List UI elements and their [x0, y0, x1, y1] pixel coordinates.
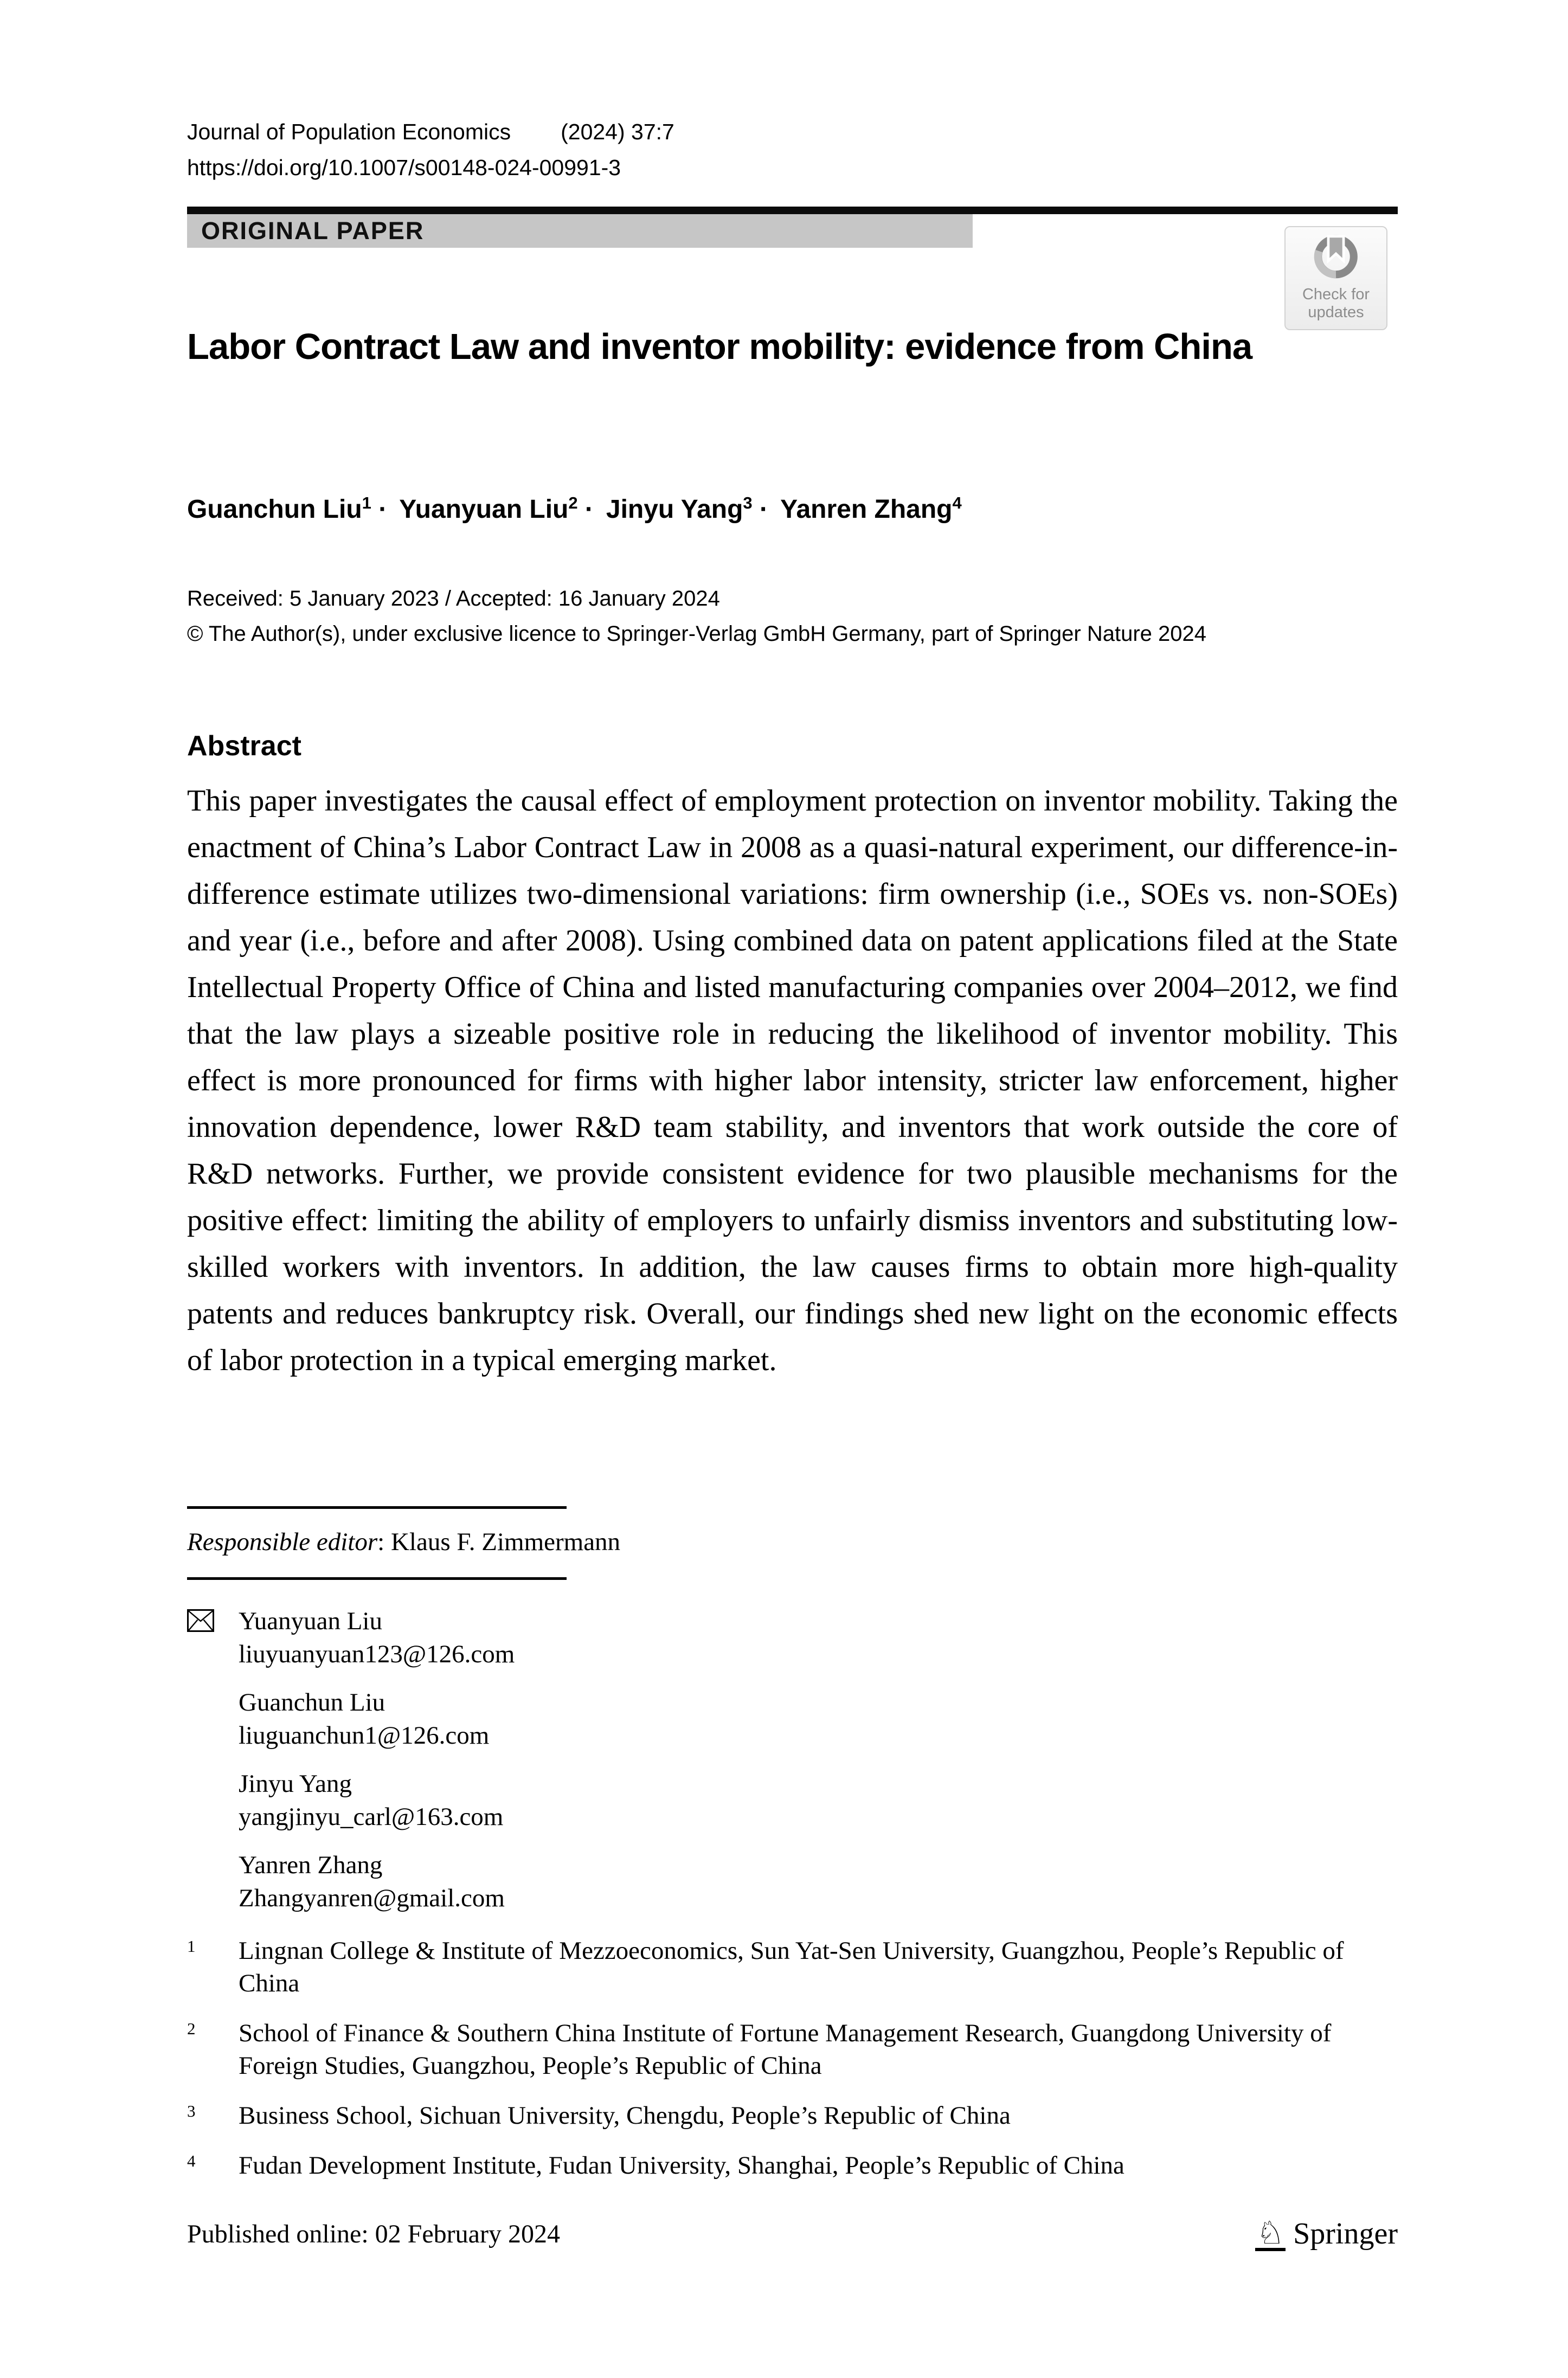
affiliation-4-number: 4 — [187, 2151, 196, 2170]
bookmark-icon — [1328, 236, 1344, 261]
icon-spacer — [187, 1686, 239, 1752]
correspondence-entry-4 — [187, 1849, 1398, 1915]
page-title: Labor Contract Law and inventor mobility: evidence from China — [187, 326, 1252, 367]
author-2-affmark: 2 — [568, 493, 578, 512]
contact-email[interactable]: Zhangyanren@gmail.com — [239, 1884, 505, 1912]
affiliation-2 — [187, 2017, 1398, 2082]
update-ring-icon — [1309, 230, 1363, 285]
correspondence-entry-3 — [187, 1768, 1398, 1834]
contact-email[interactable]: liuguanchun1@126.com — [239, 1721, 490, 1750]
authors-line — [187, 487, 962, 526]
received-accepted-line: Received: 5 January 2023 / Accepted: 16 January 2024 — [187, 587, 720, 610]
author-1-name: Guanchun Liu — [187, 495, 362, 524]
page-footer — [187, 2216, 1398, 2251]
contact-name: Guanchun Liu — [239, 1688, 385, 1717]
author-3-name: Jinyu Yang — [606, 495, 743, 524]
section-label-bar — [187, 214, 973, 248]
author-1 — [187, 495, 393, 524]
footnote-rule-top — [187, 1506, 567, 1509]
affiliation-3-text: Business School, Sichuan University, Chengdu, People’s Republic of China — [239, 2101, 1011, 2130]
published-online: Published online: 02 February 2024 — [187, 2219, 560, 2248]
contact-name: Jinyu Yang — [239, 1770, 352, 1798]
affiliation-3 — [187, 2099, 1398, 2132]
correspondence-list — [187, 1605, 1398, 1915]
affiliation-1 — [187, 1934, 1398, 2000]
badge-caption-line1: Check for — [1302, 286, 1370, 303]
author-1-affmark: 1 — [362, 493, 371, 512]
doi-line — [187, 150, 674, 185]
contact-email[interactable]: liuyuanyuan123@126.com — [239, 1640, 515, 1668]
author-3 — [606, 495, 774, 524]
abstract-heading: Abstract — [187, 730, 301, 762]
author-4-name: Yanren Zhang — [780, 495, 953, 524]
responsible-editor-line — [187, 1526, 1398, 1558]
contact-name: Yanren Zhang — [239, 1851, 383, 1879]
affiliation-1-number: 1 — [187, 1937, 196, 1956]
footnote-block — [187, 1506, 1398, 2199]
section-label: ORIGINAL PAPER — [201, 217, 425, 245]
footnote-rule-bottom — [187, 1577, 567, 1580]
header-rule — [187, 207, 1398, 214]
envelope-icon — [187, 1605, 239, 1671]
journal-name: Journal of Population Economics — [187, 119, 511, 144]
responsible-editor-name: : Klaus F. Zimmermann — [377, 1528, 621, 1556]
affiliations-list — [187, 1934, 1398, 2182]
icon-spacer — [187, 1849, 239, 1915]
correspondence-entry-1 — [187, 1605, 1398, 1671]
affiliation-2-number: 2 — [187, 2019, 196, 2038]
abstract-section — [187, 730, 1398, 1384]
journal-header — [187, 114, 674, 185]
abstract-text: This paper investigates the causal effect of employment protection on inventor mobility. Taking the enactment of China’s Labor Contract Law in 2008 as a quasi-natural experiment, our difference-in-difference estimate utilizes two-dimensional variations: firm ownership (i.e., SOEs vs. non-SOEs) and year (i.e., before and after 2008). Using combined data on patent applications filed at the State Intellectual Property Office of China and listed manufacturing companies over 2004–2012, we find that the law plays a sizeable positive role in reducing the likelihood of inventor mobility. This effect is more pronounced for firms with higher labor intensity, stricter law enforcement, higher innovation dependence, lower R&D team stability, and inventors that work outside the core of R&D networks. Further, we provide consistent evidence for two plausible mechanisms for the positive effect: limiting the ability of employers to unfairly dismiss inventors and substituting low-skilled workers with inventors. In addition, the law causes firms to obtain more high-quality patents and reduces bankruptcy risk. Overall, our findings shed new light on the economic effects of labor protection in a typical emerging market. — [187, 784, 1398, 1377]
author-4 — [780, 495, 962, 524]
author-4-affmark: 4 — [952, 493, 962, 512]
responsible-editor-label: Responsible editor — [187, 1528, 378, 1556]
author-3-affmark: 3 — [743, 493, 753, 512]
affiliation-1-text: Lingnan College & Institute of Mezzoeconomics, Sun Yat-Sen University, Guangzhou, People’s Republic of China — [239, 1937, 1344, 1997]
author-2 — [399, 495, 599, 524]
contact-name: Yuanyuan Liu — [239, 1607, 382, 1635]
affiliation-2-text: School of Finance & Southern China Institute of Fortune Management Research, Guangdong University of Foreign Studies, Guangzhou, People’s Republic of China — [239, 2019, 1332, 2080]
article-history — [187, 581, 1206, 652]
copyright-line: © The Author(s), under exclusive licence to Springer-Verlag GmbH Germany, part of Springer Nature 2024 — [187, 622, 1206, 646]
journal-line — [187, 114, 674, 150]
doi-link[interactable]: https://doi.org/10.1007/s00148-024-00991-3 — [187, 155, 621, 180]
affiliation-4-text: Fudan Development Institute, Fudan University, Shanghai, People’s Republic of China — [239, 2151, 1124, 2180]
publisher-name: Springer — [1293, 2217, 1398, 2251]
springer-logo — [1255, 2216, 1398, 2251]
affiliation-4 — [187, 2149, 1398, 2182]
icon-spacer — [187, 1768, 239, 1834]
affiliation-3-number: 3 — [187, 2101, 196, 2120]
check-for-updates-badge[interactable] — [1284, 226, 1387, 330]
author-2-name: Yuanyuan Liu — [399, 495, 569, 524]
badge-caption-line2: updates — [1308, 304, 1364, 321]
volume-citation: (2024) 37:7 — [561, 119, 674, 144]
springer-knight-icon: ♘ — [1256, 2214, 1285, 2251]
correspondence-entry-2 — [187, 1686, 1398, 1752]
contact-email[interactable]: yangjinyu_carl@163.com — [239, 1803, 504, 1831]
